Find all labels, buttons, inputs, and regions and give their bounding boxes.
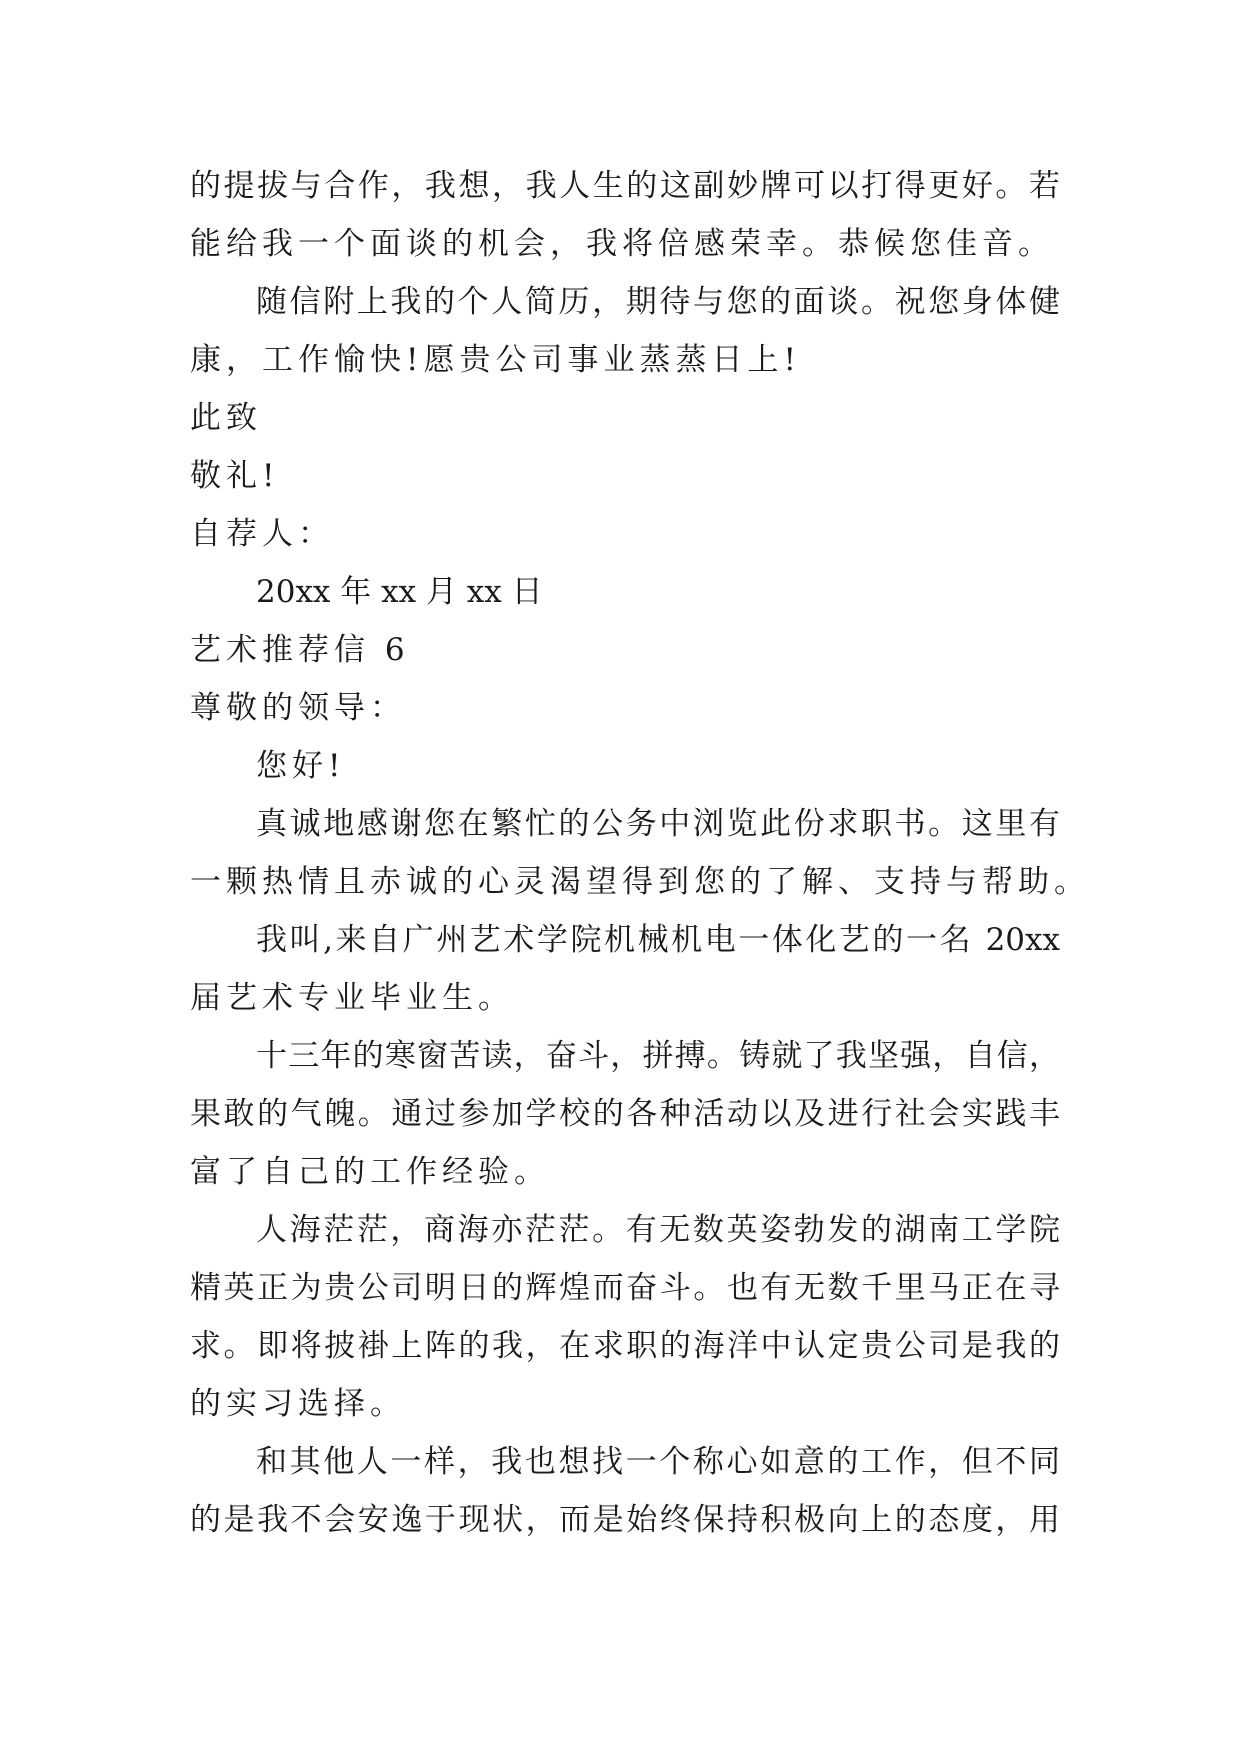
greeting: 尊敬的领导： [190,690,406,726]
text-line: 届艺术专业毕业生。 [190,980,514,1016]
text-line: 求。即将披褂上阵的我，在求职的海洋中认定贵公司是我的 [190,1328,1060,1364]
closing-salutation: 此致 [190,400,262,436]
text-line: 能给我一个面谈的机会，我将倍感荣幸。恭候您佳音。 [190,226,1054,262]
text-line: 我叫,来自广州艺术学院机械机电一体化艺的一名 20xx [256,922,1060,958]
text-line: 一颗热情且赤诚的心灵渴望得到您的了解、支持与帮助。 [190,864,1090,900]
date-line: 20xx 年 xx 月 xx 日 [256,574,543,610]
text-line: 富了自己的工作经验。 [190,1154,550,1190]
text-line: 康，工作愉快!愿贵公司事业蒸蒸日上! [190,342,801,378]
text-line: 的提拔与合作，我想，我人生的这副妙牌可以打得更好。若 [190,168,1060,204]
signature-label: 自荐人： [190,516,334,552]
hello-line: 您好! [256,748,346,784]
text-line: 的实习选择。 [190,1386,406,1422]
text-line: 和其他人一样，我也想找一个称心如意的工作，但不同 [256,1444,1060,1480]
text-line: 人海茫茫，商海亦茫茫。有无数英姿勃发的湖南工学院 [256,1212,1060,1248]
text-line: 随信附上我的个人简历，期待与您的面谈。祝您身体健 [256,284,1060,320]
closing-respect: 敬礼! [190,458,280,494]
text-line: 果敢的气魄。通过参加学校的各种活动以及进行社会实践丰 [190,1096,1060,1132]
text-line: 的是我不会安逸于现状，而是始终保持积极向上的态度，用 [190,1502,1060,1538]
text-line: 真诚地感谢您在繁忙的公务中浏览此份求职书。这里有 [256,806,1060,842]
text-line: 十三年的寒窗苦读，奋斗，拼搏。铸就了我坚强，自信， [256,1038,1060,1074]
section-title: 艺术推荐信 6 [190,632,410,668]
text-line: 精英正为贵公司明日的辉煌而奋斗。也有无数千里马正在寻 [190,1270,1060,1306]
